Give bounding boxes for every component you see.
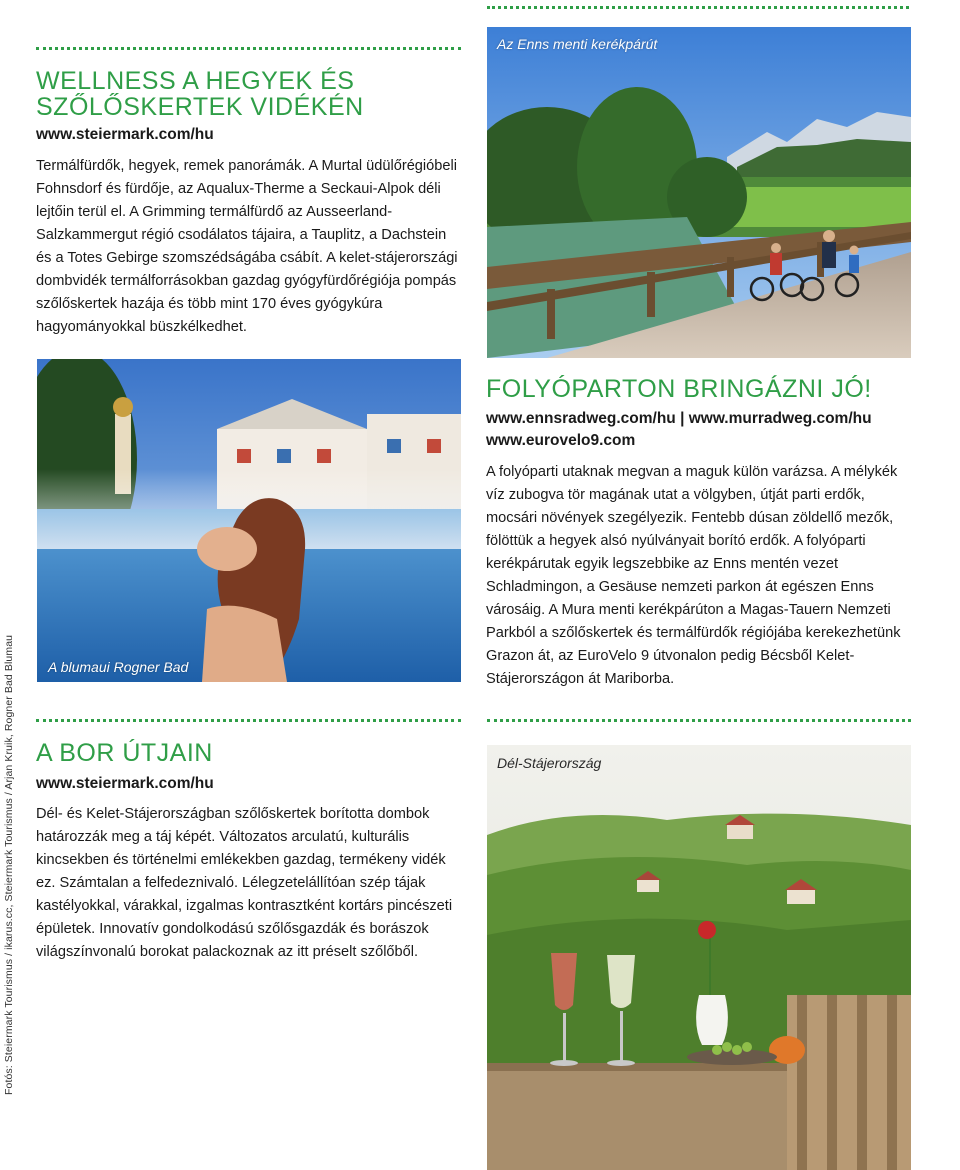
divider-top-right	[487, 6, 909, 9]
spa-photo	[37, 359, 461, 682]
wellness-heading-line1: WELLNESS A HEGYEK ÉS	[36, 67, 355, 95]
wine-heading: A BOR ÚTJAIN	[36, 739, 213, 767]
photo-credit: Fotós: Steiermark Tourismus / ikarus.cc, Steiermark Tourismus / Arjan Kruik, Rogner Bad Blumau	[3, 634, 15, 1095]
river-urls	[486, 408, 872, 452]
wellness-body: Termálfürdők, hegyek, remek panorámák. A Murtal üdülőrégióbeli Fohnsdorf és fürdője, az Aqualux-Therme a Seckaui-Alpok déli lejtőin terül el. A Grimming termálfürdő az Ausseerland-Salzkammergut régió csodálatos tájaira, a Tauplitz, a Dachstein és a Totes Gebirge szomszédságába csábít. A kelet-stájerországi dombvidék termálforrásokban gazdag gyógyfürdőrégiója pompás szőlőskertek hazája és több mint 170 éves gyógykúra hagyományokkal büszkélkedhet.	[36, 158, 458, 335]
divider-vineyard	[487, 719, 911, 722]
vineyard-photo-caption: Dél-Stájerország	[497, 755, 602, 771]
bike-path-photo	[487, 27, 911, 358]
river-url-line1[interactable]: www.ennsradweg.com/hu | www.murradweg.com/hu	[486, 410, 872, 427]
divider-wine	[36, 719, 461, 722]
wellness-heading	[36, 68, 466, 120]
divider-wellness	[36, 47, 461, 50]
river-body: A folyóparti utaknak megvan a maguk külön varázsa. A mélykék víz zubogva tör magának utat a völgyben, útját parti erdők, mocsári növények szegélyezik. Fentebb dúsan zöldellő mezők, fölöttük a hegyek alsó nyúlványait borító erdők. A folyóparti kerékpárutak egyik legszebbike az Enns mentén vezet Schladmingon, a Gesäuse nemzeti parkon át egészen Enns városáig. A Mura menti kerékpárúton a Magas-Tauern Nemzeti Parkból a szőlőskertek és termálfürdők régiójába kerekezhetünk Grazon át, az EuroVelo 9 útvonalon pedig Bécsből Kelet-Stájerországon át Mariborba.	[486, 464, 901, 687]
wellness-heading-line2: SZŐLŐSKERTEK VIDÉKÉN	[36, 93, 364, 121]
wine-url[interactable]: www.steiermark.com/hu	[36, 775, 214, 792]
vineyard-photo	[487, 745, 911, 1170]
spa-photo-caption: A blumaui Rogner Bad	[48, 659, 189, 675]
river-url-line2[interactable]: www.eurovelo9.com	[486, 432, 636, 449]
river-heading: FOLYÓPARTON BRINGÁZNI JÓ!	[486, 375, 872, 403]
bike-photo-caption: Az Enns menti kerékpárút	[497, 36, 658, 52]
wine-body: Dél- és Kelet-Stájerországban szőlőskertek borította dombok határozzák meg a táj képét. Változatos arculatú, kulturális kincsekben és történelmi emlékekben gazdag, termékeny vidék ez. Számtalan a felfedeznivaló. Lélegzetelállítóan szép tájak kastélyokkal, várakkal, izgalmas kontrasztként kortárs pincészeti épületek. Innovatív gondolkodású szőlősgazdák és borászok világszínvonalú borokat palackoznak az itt préselt szőlőből.	[36, 806, 453, 960]
wellness-url[interactable]: www.steiermark.com/hu	[36, 126, 214, 143]
